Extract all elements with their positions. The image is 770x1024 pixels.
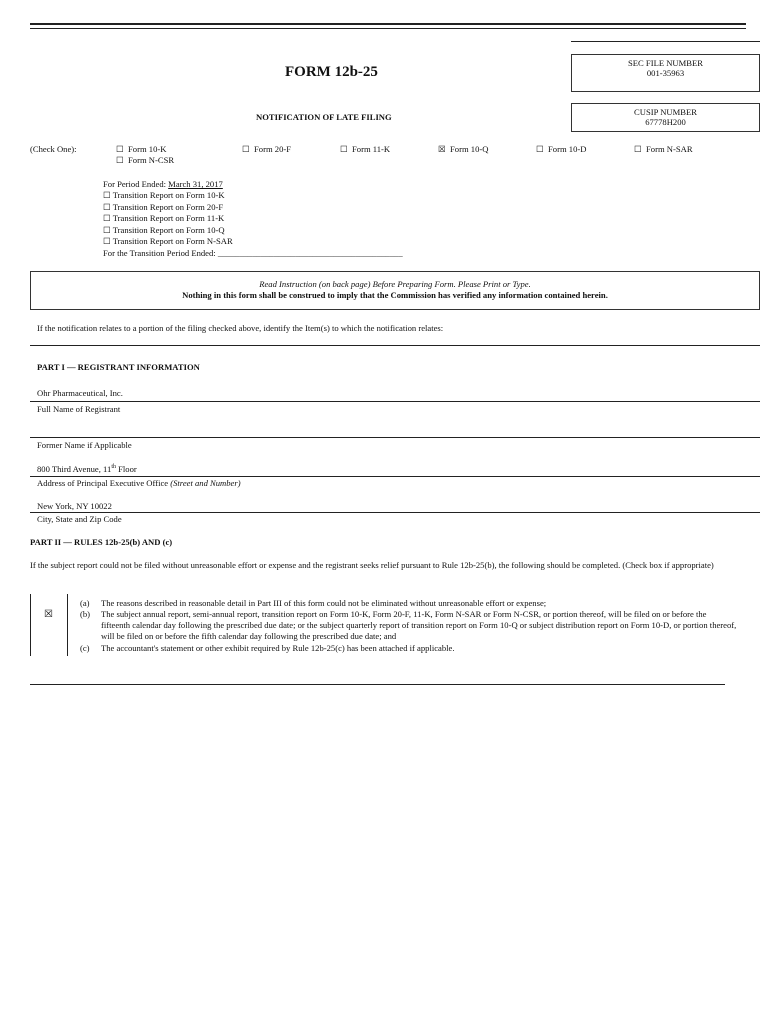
former-name-label: Former Name if Applicable [37,440,132,450]
form-ncsr-option[interactable] [116,155,174,166]
city-value: New York, NY 10022 [37,501,112,511]
city-label: City, State and Zip Code [37,514,122,524]
cusip-value: 67778H200 [645,117,686,127]
check-one-label: (Check One): [30,144,77,154]
item-b-text: The subject annual report, semi-annual report, transition report on Form 10-K, Form 20-F, 11-K, Form N-SAR or Form N-CSR, or portion thereof, will be filed on or before the fifteenth calendar day following the prescribed due date; or the subject quarterly report of transition report on Form 10-Q or subject distribution report on Form 10-D, or portion thereof, will be filed on or before the fifth calendar day following the prescribed due date; and [101,609,737,641]
top-rule-2 [30,28,746,29]
item-a-tag: (a) [80,598,90,608]
form-title: FORM 12b-25 [285,64,378,80]
form-10q-option[interactable] [438,144,488,155]
period-ended-label: For Period Ended: [103,179,167,189]
part2-heading: PART II — RULES 12b-25(b) AND (c) [30,537,173,547]
registrant-rule [30,401,760,402]
bottom-rule [30,684,725,685]
form-20f-option[interactable] [242,144,291,155]
address-label [37,478,241,488]
part1-heading: PART I — REGISTRANT INFORMATION [37,362,200,372]
transition-20f[interactable]: ☐ Transition Report on Form 20-F [103,201,224,212]
part2-left-bar [30,594,31,656]
sec-file-label: SEC FILE NUMBER [628,58,703,68]
checkbox-icon[interactable]: ☐ [634,144,642,154]
address-rule [30,476,760,477]
item-a-text: The reasons described in reasonable detail in Part III of this form could not be eliminated without unreasonable effort or expense; [101,598,547,608]
form-subtitle: NOTIFICATION OF LATE FILING [256,112,392,122]
registrant-name: Ohr Pharmaceutical, Inc. [37,388,123,398]
rule-12b25-checkbox[interactable]: ☒ [44,609,53,620]
transition-period [103,248,403,258]
item-c-tag: (c) [80,643,90,653]
checked-box-icon[interactable]: ☒ [438,144,446,154]
form-10d-option[interactable] [536,144,586,155]
transition-period-label: For the Transition Period Ended: [103,248,216,258]
cusip-box [571,103,760,132]
address-label-italic: (Street and Number) [170,478,241,488]
instruction-line-1: Read Instruction (on back page) Before Preparing Form. Please Print or Type. [259,279,531,289]
transition-10k[interactable]: ☐ Transition Report on Form 10-K [103,190,225,200]
transition-10q[interactable]: ☐ Transition Report on Form 10-Q [103,224,225,235]
period-ended-value: March 31, 2017 [168,179,223,189]
form-option-label: Form 11-K [352,144,391,154]
form-option-label: Form 20-F [254,144,292,154]
item-b-tag: (b) [80,609,91,619]
form-option-label: Form 10-Q [450,144,489,154]
sec-file-value: 001-35963 [646,68,685,78]
instruction-line-2: Nothing in this form shall be construed to imply that the Commission has verified any information contained herein. [182,290,608,300]
address-label-text: Address of Principal Executive Office [37,478,169,488]
address-sup: th [111,464,116,471]
form-option-label: Form 10-D [548,144,587,154]
form-option-label: Form N-CSR [128,155,175,165]
item-c-text: The accountant's statement or other exhibit required by Rule 12b-25(c) has been attached if applicable. [101,643,455,653]
form-option-label: Form 10-K [128,144,167,154]
transition-nsar[interactable]: ☐ Transition Report on Form N-SAR [103,236,233,246]
form-option-label: Form N-SAR [646,144,693,154]
notification-text: If the notification relates to a portion of the filing checked above, identify the Item(s) to which the notification relates: [37,323,444,333]
part2-divider [67,594,68,656]
right-top-rule [571,41,760,42]
address-street: 800 Third Avenue, 11 [37,464,112,474]
form-nsar-option[interactable] [634,144,693,155]
form-10k-option[interactable] [116,144,166,155]
checkbox-icon[interactable]: ☐ [242,144,250,154]
period-ended [103,179,223,189]
checkbox-icon[interactable]: ☐ [116,144,124,154]
instruction-box [30,271,760,310]
sec-file-box [571,54,760,92]
address-floor: Floor [115,464,137,474]
part2-intro: If the subject report could not be filed without unreasonable effort or expense and the registrant seeks relief pursuant to Rule 12b-25(b), the following should be completed. (Check box if appropriate) [30,560,714,570]
notification-rule [30,345,760,346]
cusip-label: CUSIP NUMBER [634,107,697,117]
checkbox-icon[interactable]: ☐ [116,155,124,165]
address-value [37,464,137,474]
registrant-label: Full Name of Registrant [37,404,121,414]
checkbox-icon[interactable]: ☐ [340,144,348,154]
top-rule-1 [30,23,746,25]
form-11k-option[interactable] [340,144,390,155]
transition-period-blank[interactable]: ___________________________________________ [217,248,403,258]
checkbox-icon[interactable]: ☐ [536,144,544,154]
former-name-rule [30,437,760,438]
transition-11k[interactable]: ☐ Transition Report on Form 11-K [103,213,225,223]
city-rule [30,512,760,513]
